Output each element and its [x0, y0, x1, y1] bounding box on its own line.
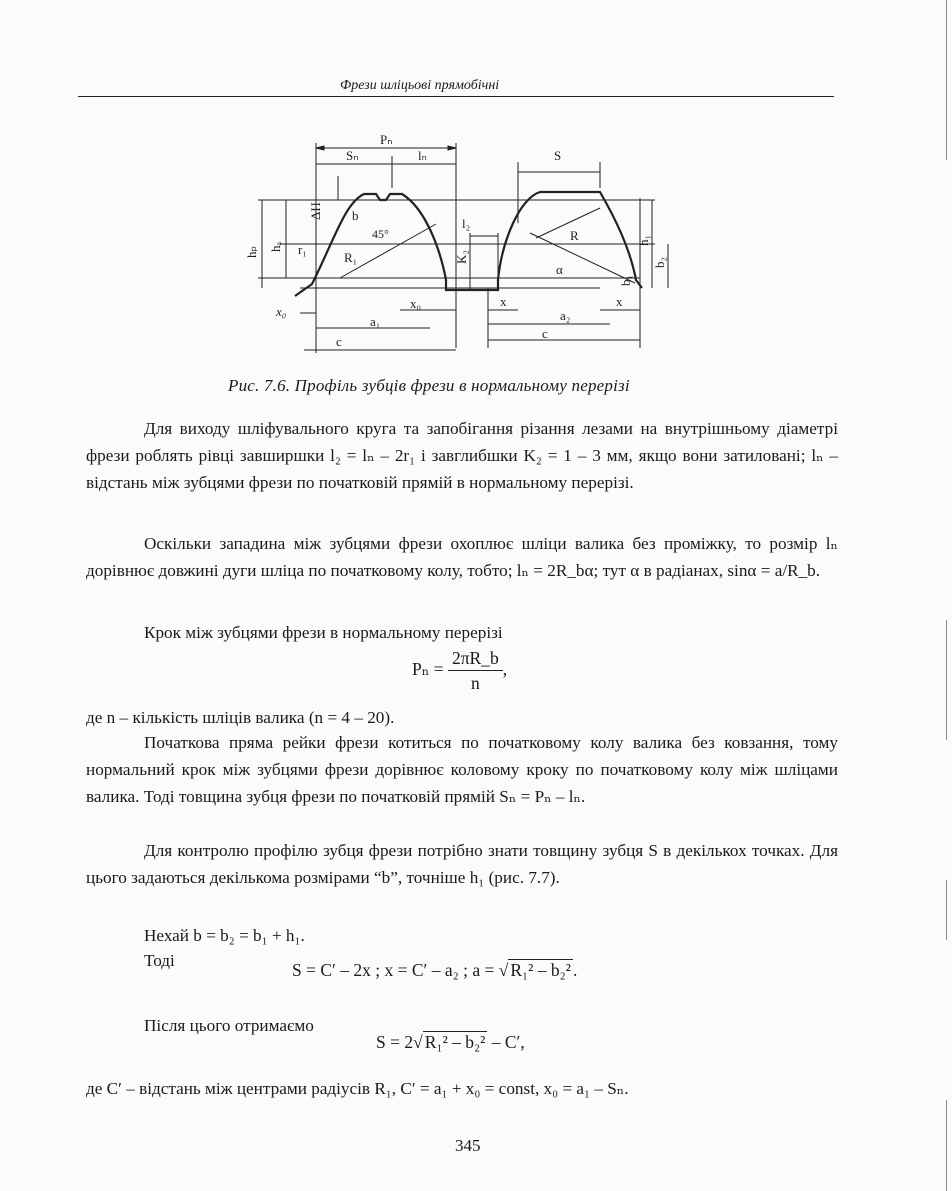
- label-l2: l₂: [462, 216, 471, 231]
- label-b2: b₂: [652, 256, 667, 268]
- eq1-tail: ,: [502, 659, 508, 680]
- eq1-numerator: 2πR_b: [448, 648, 503, 671]
- eq3-tail: – C′,: [487, 1032, 525, 1052]
- label-angle: 45°: [372, 227, 389, 241]
- label-ln: lₙ: [418, 148, 427, 163]
- eq1-denominator: n: [470, 673, 480, 693]
- paragraph-2: Оскільки западина між зубцями фрези охоплює шліци валика без проміжку, то розмір lₙ дорівнює довжині дуги шліца по початковому колу, тобто; lₙ = 2R_bα; тут α в радіанах, sinα = a/R_b.: [86, 534, 838, 581]
- figure-caption: Рис. 7.6. Профіль зубців фрези в нормальному перерізі: [228, 376, 630, 395]
- scan-edge-line: [946, 620, 947, 740]
- equation-thickness: [292, 960, 577, 981]
- label-hp: hₚ: [244, 245, 259, 258]
- tooth-profile-figure: [240, 128, 667, 358]
- label-pn: Pₙ: [380, 132, 393, 147]
- scan-edge-line: [946, 1100, 947, 1191]
- label-k2: K₂: [454, 250, 469, 264]
- paragraph-8: Тоді: [144, 951, 175, 971]
- eq1-fraction: [448, 648, 503, 694]
- label-h1: h₁: [636, 234, 651, 246]
- header-rule: [78, 96, 834, 97]
- paragraph-3: Крок між зубцями фрези в нормальному перерізі: [144, 623, 503, 643]
- label-x-right: x: [616, 294, 623, 309]
- page-number: 345: [455, 1136, 481, 1155]
- label-R1: R₁: [344, 250, 358, 265]
- scan-edge-line: [946, 0, 947, 160]
- label-r1: r₁: [298, 242, 307, 257]
- eq2-tail: .: [572, 960, 578, 980]
- paragraph-4: де n – кількість шліців валика (n = 4 – 20).: [86, 708, 395, 728]
- equation-pitch: [412, 648, 507, 694]
- sqrt-sign: √: [498, 960, 509, 980]
- paragraph-1: Для виходу шліфувального круга та запобігання різання лезами на внутрішньому діаметрі фрези роблять рівці завширшки l₂ = lₙ – 2r₁ і завглибшки K₂ = 1 – 3 мм, якщо вони затиловані; lₙ – відстань між зубцями фрези по початковій прямій в нормальному перерізі.: [86, 419, 838, 493]
- radius-lines: [340, 208, 635, 283]
- left-dimensions: [262, 176, 338, 288]
- eq1-lhs: Pₙ =: [412, 659, 444, 680]
- eq3-root: R₁² – b₂²: [424, 1032, 486, 1052]
- scan-edge-line: [946, 880, 947, 940]
- label-R: R: [570, 228, 579, 243]
- label-c1: c: [336, 334, 342, 349]
- label-a1: a₁: [370, 314, 381, 329]
- label-x-left: x: [500, 294, 507, 309]
- groove: [470, 233, 498, 290]
- paragraph-6: Для контролю профілю зубця фрези потрібно знати товщину зубця S в декількох точках. Для цього задаються декількома розмірами “b”, точніше h₁ (рис. 7.7).: [86, 841, 838, 888]
- equation-result: [376, 1032, 525, 1053]
- label-b: b: [352, 208, 359, 223]
- label-alpha: α: [556, 262, 563, 277]
- paragraph-10: де C′ – відстань між центрами радіусів R₁, C′ = a₁ + x₀ = const, x₀ = a₁ – Sₙ.: [86, 1079, 629, 1099]
- label-x0: x₀: [276, 304, 287, 319]
- eq3-part1: S = 2: [376, 1032, 414, 1052]
- eq2-root: R₁² – b₂²: [510, 960, 571, 980]
- label-s: S: [554, 148, 562, 163]
- label-xd: x₀: [410, 296, 422, 311]
- label-b1: b₁: [618, 274, 633, 286]
- label-c2: c: [542, 326, 548, 341]
- label-a2: a₂: [560, 308, 571, 323]
- paragraph-5: Початкова пряма рейки фрези котиться по початковому колу валика без ковзання, тому нормальний крок між зубцями фрези дорівнює коловому кроку по початковому колу між шліцами валика. Тоді товщина зубця фрези по початковій прямій Sₙ = Pₙ – lₙ.: [86, 733, 838, 807]
- extension-lines: [316, 143, 640, 353]
- label-ha: hₐ: [268, 241, 283, 252]
- bottom-dimensions: [300, 310, 640, 350]
- label-sn: Sₙ: [346, 148, 359, 163]
- running-header: Фрези шліцьові прямобічні: [340, 78, 500, 93]
- paragraph-7: Нехай b = b₂ = b₁ + h₁.: [144, 926, 305, 946]
- sqrt-sign-2: √: [413, 1032, 423, 1052]
- eq2-part1: S = C′ – 2x ; x = C′ – a₂ ; a =: [292, 960, 495, 980]
- paragraph-9: Після цього отримаємо: [144, 1016, 314, 1036]
- label-dh: ΔH: [308, 202, 323, 220]
